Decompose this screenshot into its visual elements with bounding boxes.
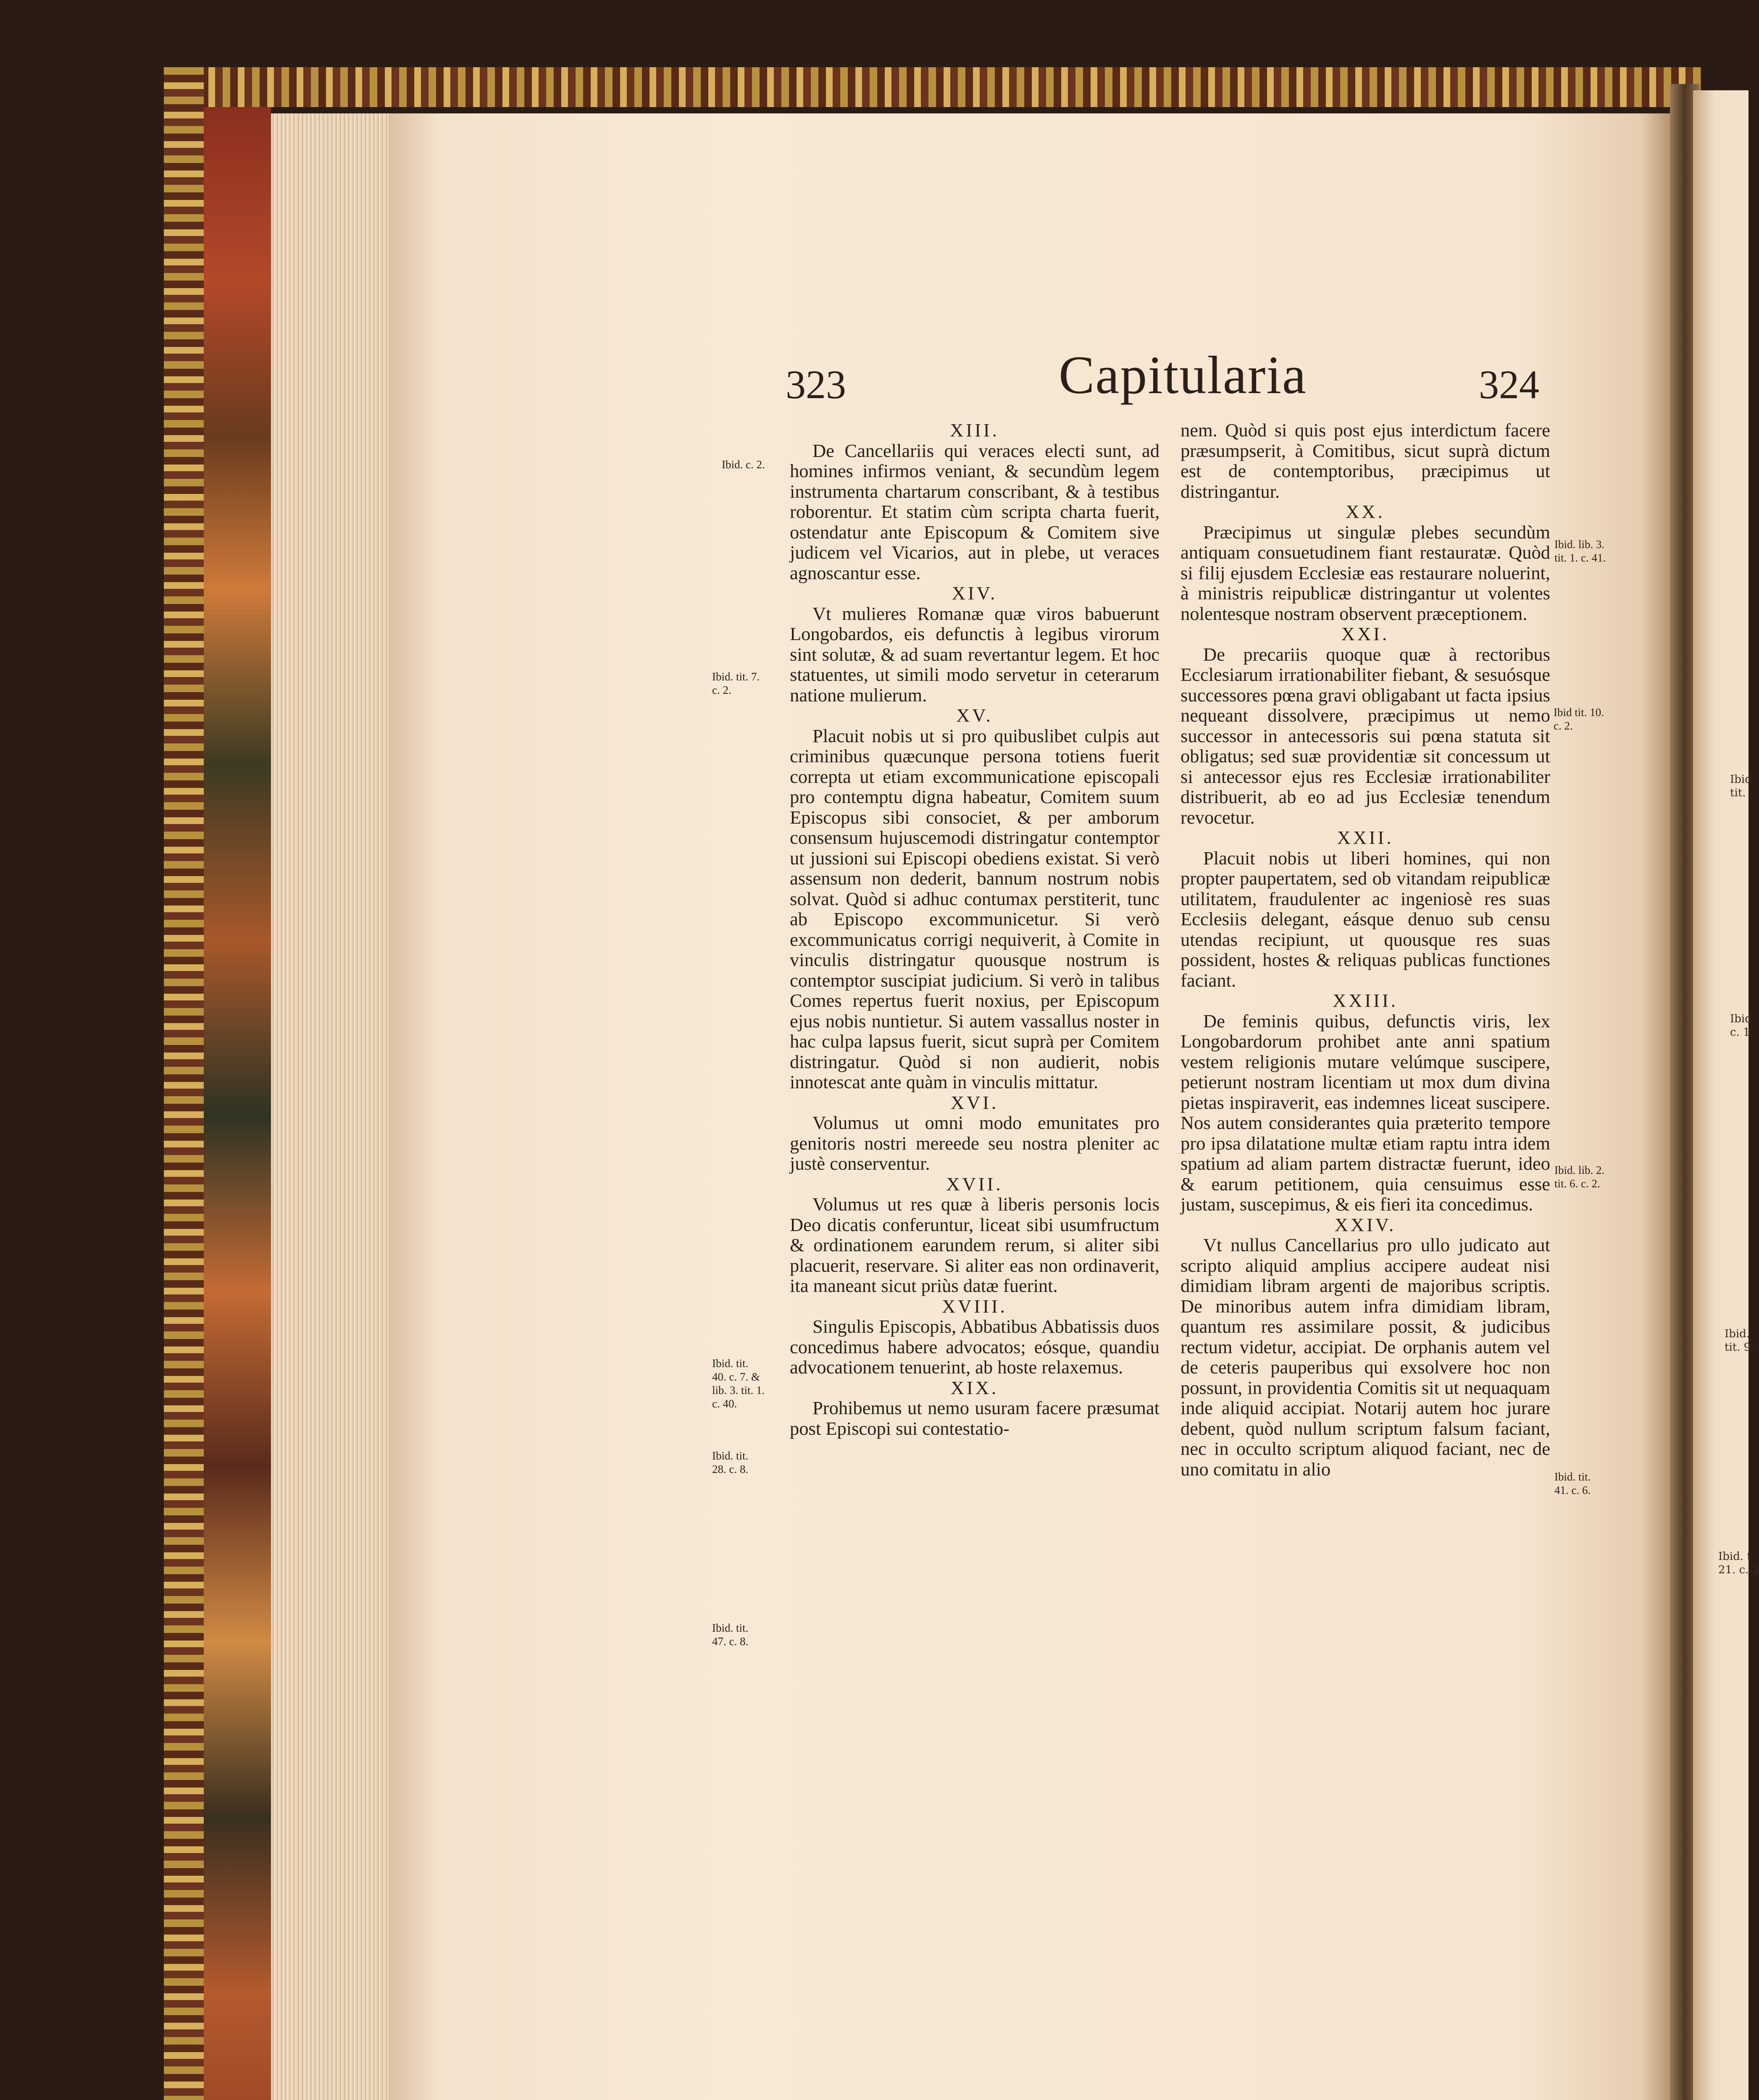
margin-note: Ibid. lib. 3. tit. 1. c. 41. [1554, 538, 1606, 564]
page-number-left: 323 [786, 362, 846, 407]
chapter-text: De Cancellariis qui veraces electi sunt, ad homines infirmos veniant, & secundùm legem instrumenta chartarum conscribant, & à testibus roborentur. Et statim cùm scripta charta fuerit, ostendatur ante Episcopum & Comitem sive judicem vel Vicarios, aut in plebe, ut veraces agnoscantur esse. [790, 440, 1160, 583]
margin-note: Ibid tit. 10. c. 2. [1554, 706, 1604, 732]
chapter-text: Volumus ut res quæ à liberis personis locis Deo dicatis conferuntur, liceat sibi usumfructum & ordinationem earundem rerum, si aliter sibi placuerit, reservare. Si aliter eas non ordinaverit, ita maneant sicut priùs datæ fuerint. [790, 1194, 1160, 1296]
chapter-heading: XIII. [950, 420, 999, 441]
chapter-text: Placuit nobis ut si pro quibuslibet culpis aut criminibus quæcunque persona totiens fuerit correpta ut etiam excommunicatione episcopali pro contemptu digna habeatur, Comitem suum Episcopus sibi consociet, & per amborum consensum hujuscemodi distringatur contemptor ut jussioni sui Episcopi obediens existat. Si verò assensum non dederit, bannum nostrum nobis solvat. Quòd si adhuc contumax perstiterit, tunc ab Episcopo excommunicetur. Si verò excommunicatus corrigi nequiverit, à Comite in vinculis distringatur quousque nostrum is contemptor suscipiat judicium. Si verò in talibus Comes repertus fuerit noxius, per Episcopum ejus nobis nuntietur. Si autem vassallus noster in hac culpa lapsus fuerit, sicut suprà per Comitem distringatur. Quòd si non audierit, nobis innotescat ante quàm in vinculis mittatur. [790, 725, 1160, 1092]
margin-note: Ibid. tit. 41. c. 6. [1554, 1470, 1591, 1496]
chapter-text: Præcipimus ut singulæ plebes secundùm antiquam consuetudinem fiant restauratæ. Quòd si filij ejusdem Ecclesiæ eas restaurare noluerint, à ministris reipublicæ distringantur ut volentes nolentesque nostram observent præceptionem. [1181, 521, 1550, 624]
margin-note: Ibid. c. 2. [722, 458, 765, 471]
chapter-text: De precariis quoque quæ à rectoribus Ecclesiarum irrationabiliter fiebant, & sesuósque successores pœna gravi obligabant ut facta ipsius nequeant dissolvere, præcipimus ut nemo successor in antecessoris sui pœna statuta sit obligatus; sed suæ providentiæ sit concessum ut si antecessor ejus res Ecclesiæ irrationabiliter distribuerit, ab eo ad jus Ecclesiæ tenendum revocetur. [1181, 643, 1550, 828]
chapter-heading: XIV. [952, 583, 998, 604]
chapter-text: Vt mulieres Romanæ quæ viros babuerunt Longobardos, eis defunctis à legibus virorum sint solutæ, & ad suam revertantur legem. Et hoc statuentes, ut simili modo servetur in ceterarum natione mulierum. [790, 603, 1160, 706]
chapter-heading: XXIII. [1333, 990, 1398, 1011]
chapter-text: De feminis quibus, defunctis viris, lex Longobardorum prohibet ante anni spatium vestem religionis mutare velúmque suscipere, petierunt nostram licentiam ut mox dum divina pietas inspiraverit, eas indemnes liceat suscipere. Nos autem considerantes quia præterito tempore pro ipsa dilatatione multæ etiam raptu intra idem spatium ad aliam partem distractæ fuerunt, ideo & earum petitionem, quia censuimus esse justam, suscepimus, & eis fieri ita concedimus. [1181, 1010, 1550, 1215]
next-page-note: Ibid. t 21. c. 3 [1718, 1550, 1759, 1576]
chapter-text: Prohibemus ut nemo usuram facere præsumat post Episcopi sui contestatio- [790, 1397, 1160, 1439]
chapter-heading: XV. [956, 705, 993, 726]
page-number-right: 324 [1479, 362, 1539, 407]
next-page-edge [1693, 90, 1748, 2100]
margin-note: Ibid. tit. 47. c. 8. [712, 1622, 749, 1648]
chapter-text: Volumus ut omni modo emunitates pro genitoris nostri mereede seu nostra pleniter ac justè conserventur. [790, 1112, 1160, 1174]
margin-note: Ibid. tit. 28. c. 8. [712, 1449, 749, 1475]
chapter-text: Placuit nobis ut liberi homines, qui non propter paupertatem, sed ob vitandam reipublicæ utilitatem, fraudulenter ac ingeniosè res suas Ecclesiis delegant, eásque denuo sub censu utendas recipiunt, ut quousque res suas possident, hostes & reliquas publicas functiones faciant. [1181, 847, 1550, 991]
chapter-heading: XXI. [1341, 623, 1390, 644]
margin-note: Ibid. tit. 40. c. 7. & lib. 3. tit. 1. c. 40. [712, 1357, 765, 1410]
gilt-border-left [164, 67, 204, 2100]
chapter-heading: XVI. [950, 1092, 999, 1113]
page-title: Capitularia [1059, 345, 1307, 405]
next-page-note: Ibid. tit. 9. [1725, 1328, 1754, 1354]
chapter-heading: XXII. [1337, 827, 1394, 848]
right-text-column [1181, 420, 1550, 1479]
next-page-note: Ibid tit. [1730, 773, 1752, 799]
gilt-border-top [164, 67, 1701, 107]
chapter-heading: XVIII. [942, 1295, 1007, 1317]
page-edges [271, 113, 389, 2100]
chapter-text: nem. Quòd si quis post ejus interdictum facere præsumpserit, à Comitibus, sicut suprà dictum est de contemptoribus, præcipimus ut distringantur. [1181, 420, 1550, 502]
left-text-column [790, 420, 1160, 1438]
chapter-heading: XX. [1346, 501, 1385, 522]
chapter-heading: XXIV. [1334, 1214, 1396, 1235]
margin-note: Ibid. lib. 2. tit. 6. c. 2. [1554, 1164, 1605, 1190]
margin-note: Ibid. tit. 7. c. 2. [712, 670, 760, 696]
chapter-text: Singulis Episcopis, Abbatibus Abbatissis duos concedimus habere advocatos; eósque, quandiu advocationem tenuerint, ab hoste relaxemus. [790, 1316, 1160, 1378]
chapter-heading: XVII. [946, 1173, 1003, 1194]
chapter-heading: XIX. [950, 1377, 999, 1398]
marbled-endpaper [204, 107, 271, 2100]
chapter-text: Vt nullus Cancellarius pro ullo judicato aut scripto aliquid amplius accipere audeat nisi dimidiam libram argenti de majoribus scriptis. De minoribus autem infra dimidiam libram, quantum res assimilare possit, & judicibus rectum videtur, accipiat. De orphanis autem vel de ceteris pauperibus qui exsolvere hoc non possunt, in providentia Comitis sit ut nequaquam inde aliquid accipiat. Notarij autem hoc jurare debent, quòd nullum scriptum falsum faciant, nec in occulto scriptum aliquod faciant, nec de uno comitatu in alio [1181, 1234, 1550, 1480]
next-page-note: Ibid c. 1. [1730, 1013, 1754, 1039]
